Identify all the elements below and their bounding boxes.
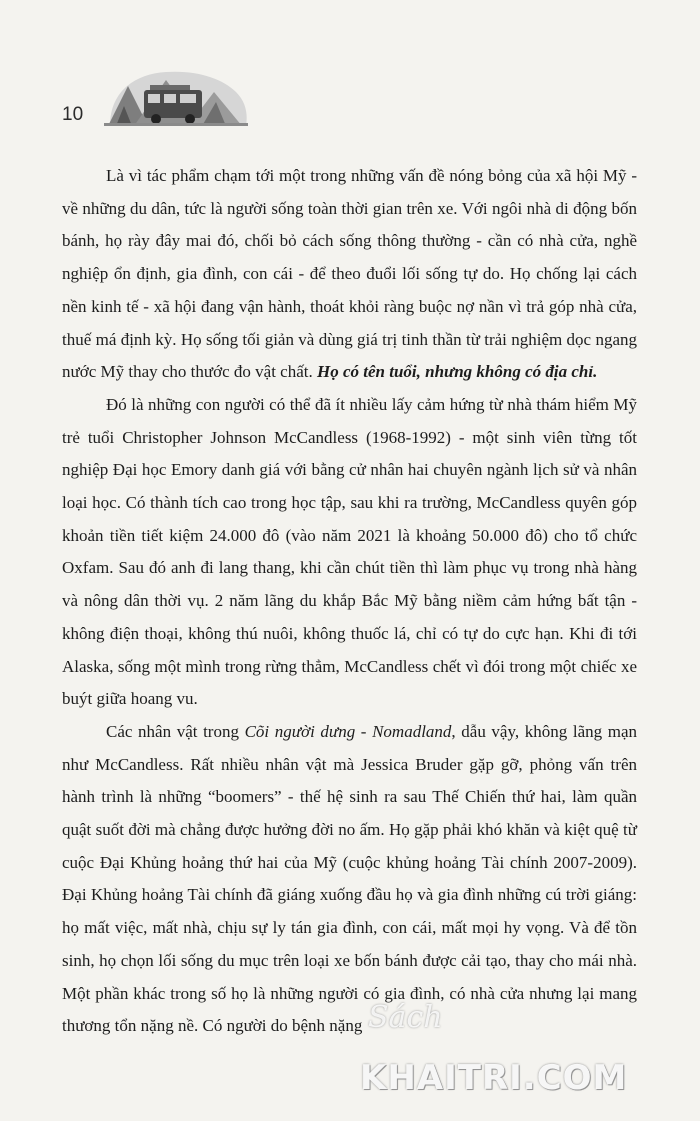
paragraph-3 xyxy=(62,716,637,1043)
header-van-illustration xyxy=(104,52,248,126)
book-title: Cõi người dưng - Nomadland xyxy=(244,721,452,741)
paragraph-1-text: Là vì tác phẩm chạm tới một trong những vấn đề nóng bỏng của xã hội Mỹ - về những du dân, tức là người sống toàn thời gian trên xe. Với ngôi nhà di động bốn bánh, họ rày đây mai đó, chối bỏ cách sống thông thường - cần có nhà cửa, nghề nghiệp ổn định, gia đình, con cái - để theo đuổi lối sống tự do. Họ chống lại cách nền kinh tế - xã hội đang vận hành, thoát khỏi ràng buộc nợ nần vì trả góp nhà cửa, thuế má định kỳ. Họ sống tối giản và dùng giá trị tinh thần từ trải nghiệm dọc ngang nước Mỹ thay cho thước đo vật chất. xyxy=(62,166,637,382)
paragraph-1 xyxy=(62,160,637,389)
body-text xyxy=(62,160,637,1043)
page-number: 10 xyxy=(62,104,84,125)
paragraph-3-lead: Các nhân vật trong xyxy=(106,721,245,741)
watermark-script: Sách xyxy=(368,1000,443,1035)
paragraph-1-emphasis: Họ có tên tuổi, nhưng không có địa chỉ. xyxy=(316,362,598,382)
paragraph-2: Đó là những con người có thể đã ít nhiều lấy cảm hứng từ nhà thám hiểm Mỹ trẻ tuổi Christopher Johnson McCandless (1968-1992) - một sinh viên từng tốt nghiệp Đại học Emory danh giá với bằng cử nhân hai chuyên ngành lịch sử và nhân loại học. Có thành tích cao trong học tập, sau khi ra trường, McCandless quyên góp khoản tiền tiết kiệm 24.000 đô (vào năm 2021 là khoảng 50.000 đô) cho tổ chức Oxfam. Sau đó anh đi lang thang, khi cần chút tiền thì làm phục vụ trong nhà hàng và nông dân thời vụ. 2 năm lãng du khắp Bắc Mỹ bằng niềm cảm hứng bất tận - không điện thoại, không thú nuôi, không thuốc lá, chỉ có tự do cực hạn. Khi đi tới Alaska, sống một mình trong rừng thẳm, McCandless chết vì đói trong một chiếc xe buýt giữa hoang vu. xyxy=(62,394,637,709)
paragraph-3-text: , dẫu vậy, không lãng mạn như McCandless. Rất nhiều nhân vật mà Jessica Bruder gặp gỡ, phỏng vấn trên hành trình là những “boomers” - thế hệ sinh ra sau Thế Chiến thứ hai, làm quần quật suốt đời mà chẳng được hưởng đời no ấm. Họ gặp phải khó khăn và kiệt quệ từ cuộc Đại Khủng hoảng thứ hai của Mỹ (cuộc khủng hoảng Tài chính 2007-2009). Đại Khủng hoảng Tài chính đã giáng xuống đầu họ và gia đình những cú trời giáng: họ mất việc, mất nhà, chịu sự ly tán gia đình, con cái, mất mọi hy vọng. Và để tồn sinh, họ chọn lối sống du mục trên loại xe bốn bánh được cải tạo, thay cho mái nhà. Một phần khác trong số họ là những người có gia đình, có nhà cửa nhưng lại mang thương tổn nặng nề. Có người do bệnh nặng xyxy=(62,721,637,1036)
watermark-brand: KHAITRI.COM xyxy=(360,1058,628,1098)
